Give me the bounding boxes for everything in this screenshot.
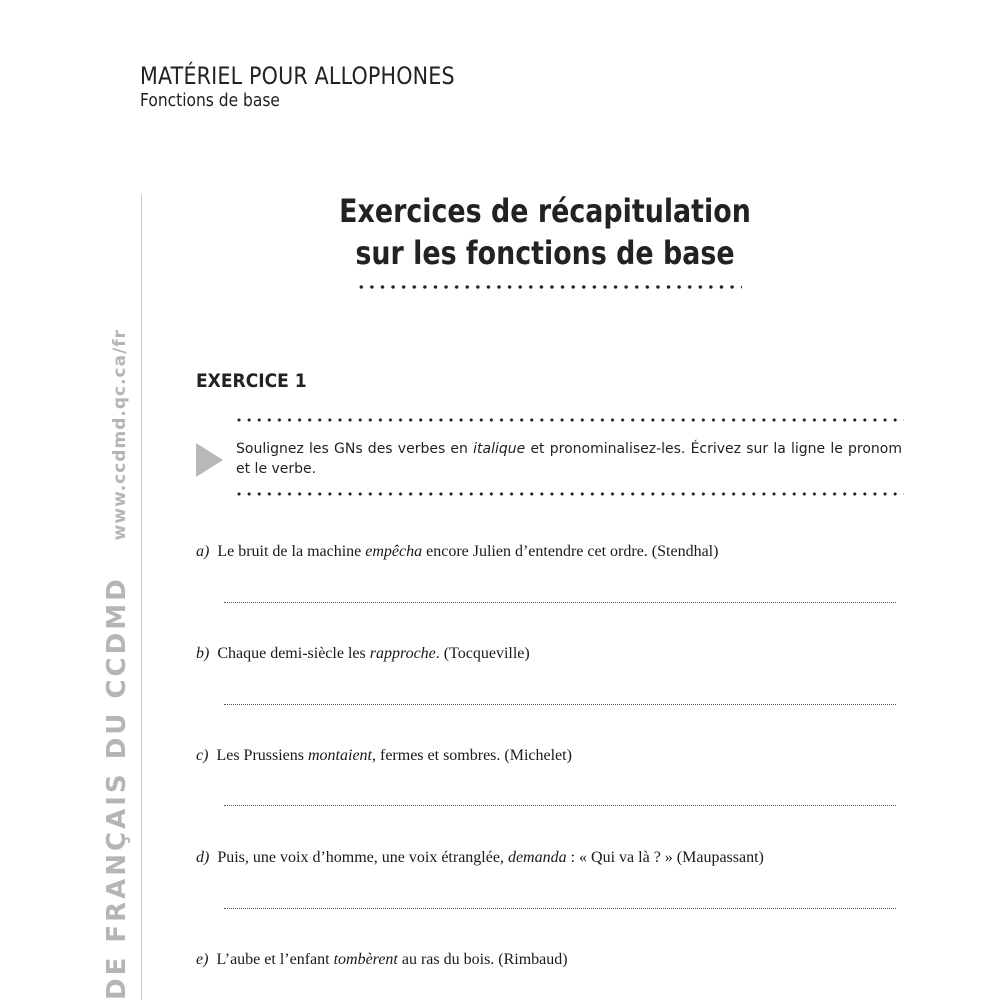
question-verb: rapproche [369, 645, 436, 662]
question-item [196, 849, 764, 867]
question-text-after: encore Julien d’entendre cet ordre. (Stendhal) [422, 543, 719, 560]
question-verb: empêcha [365, 543, 423, 560]
instruction-dotted-divider-top [234, 417, 904, 423]
question-text-after: , fermes et sombres. (Michelet) [372, 747, 572, 764]
header-subtitle: Fonctions de base [140, 90, 280, 111]
margin-divider [141, 195, 142, 1000]
page-title-line1: Exercices de récapitulation [339, 192, 751, 230]
instruction-text-before: Soulignez les GNs des verbes en [236, 441, 474, 457]
answer-line[interactable] [224, 908, 896, 909]
question-verb: tombèrent [333, 951, 398, 968]
page-title [230, 190, 860, 274]
question-letter: b) [196, 645, 210, 662]
question-text-after: . (Tocqueville) [435, 645, 530, 662]
question-text-before: L’aube et l’enfant [216, 951, 334, 968]
exercise-instruction [236, 439, 902, 479]
exercise-title: EXERCICE 1 [196, 370, 307, 392]
question-text-after: au ras du bois. (Rimbaud) [397, 951, 568, 968]
question-item [196, 645, 530, 663]
side-url: www.ccdmd.qc.ca/fr [110, 328, 130, 541]
triangle-arrow-icon [196, 443, 223, 477]
instruction-text-after: et pronominalisez-les. Écrivez sur la ligne le pronom et le verbe. [236, 441, 902, 477]
instruction-dotted-divider-bottom [234, 491, 904, 497]
answer-line[interactable] [224, 704, 896, 705]
question-item [196, 951, 568, 969]
question-text-before: Chaque demi-siècle les [217, 645, 370, 662]
answer-line[interactable] [224, 602, 896, 603]
question-letter: d) [196, 849, 210, 866]
question-letter: c) [196, 747, 209, 764]
page-title-line2: sur les fonctions de base [355, 234, 735, 272]
question-verb: demanda [507, 849, 567, 866]
question-verb: montaient [308, 747, 372, 764]
header-title: MATÉRIEL POUR ALLOPHONES [140, 62, 455, 90]
question-text-before: Puis, une voix d’homme, une voix étranglée, [217, 849, 508, 866]
question-item [196, 543, 718, 561]
question-text-before: Le bruit de la machine [217, 543, 366, 560]
question-letter: e) [196, 951, 209, 968]
page-header [140, 62, 506, 112]
instruction-text-italic: italique [473, 441, 526, 457]
question-item [196, 747, 572, 765]
question-text-after: : « Qui va là ? » (Maupassant) [566, 849, 764, 866]
side-margin-text [102, 329, 132, 1000]
answer-line[interactable] [224, 805, 896, 806]
side-brand: DE FRANÇAIS DU CCDMD [102, 576, 132, 1000]
title-dotted-divider [356, 284, 742, 290]
question-letter: a) [196, 543, 210, 560]
question-text-before: Les Prussiens [216, 747, 308, 764]
